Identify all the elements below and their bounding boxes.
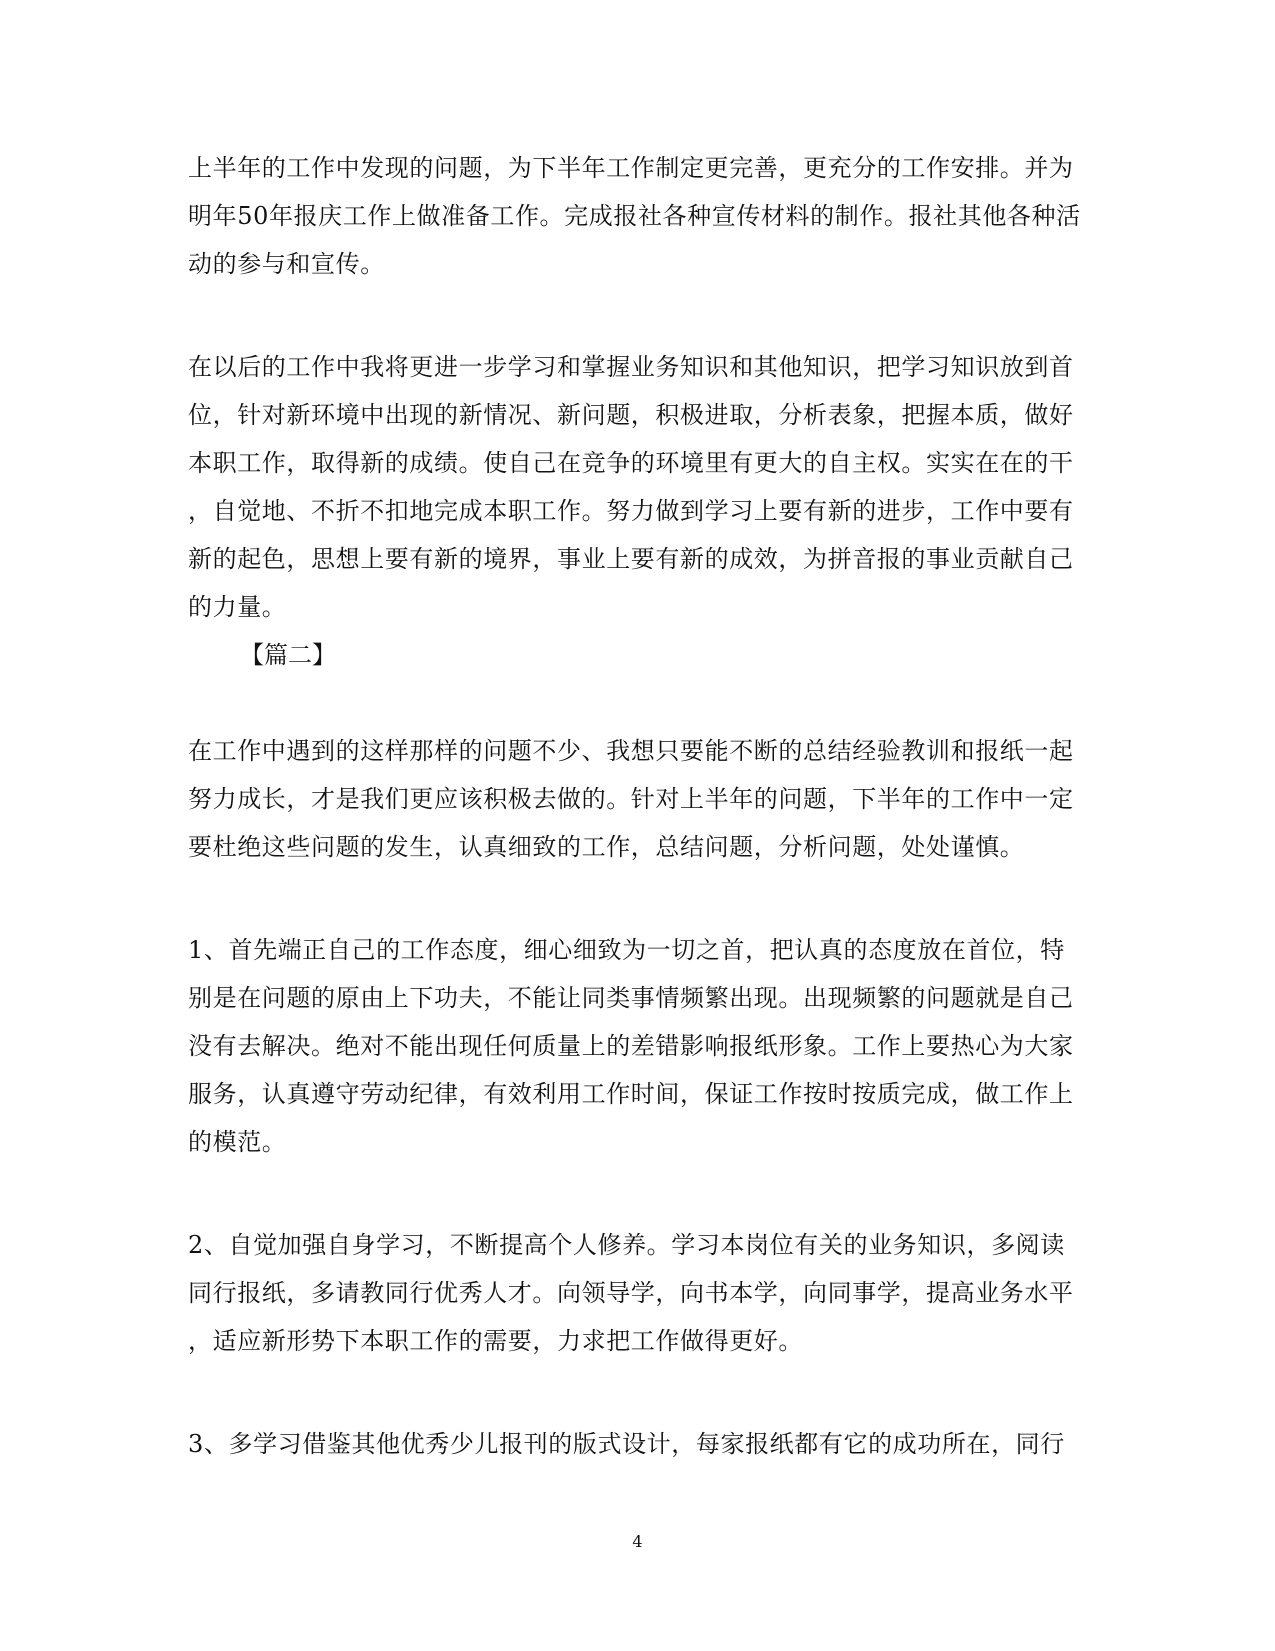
paragraph-2-line-1: 在以后的工作中我将更进一步学习和掌握业务知识和其他知识，把学习知识放到首 xyxy=(188,353,1074,381)
paragraph-4-line-1: 1、首先端正自己的工作态度，细心细致为一切之首，把认真的态度放在首位，特 xyxy=(188,936,1065,964)
paragraph-2-line-3: 本职工作，取得新的成绩。使自己在竞争的环境里有更大的自主权。实实在在的干 xyxy=(188,449,1074,477)
paragraph-2-line-4: ，自觉地、不折不扣地完成本职工作。努力做到学习上要有新的进步，工作中要有 xyxy=(188,497,1074,525)
paragraph-3-line-1: 在工作中遇到的这样那样的问题不少、我想只要能不断的总结经验教训和报纸一起 xyxy=(188,737,1074,765)
paragraph-2-line-2: 位，针对新环境中出现的新情况、新问题，积极进取，分析表象，把握本质，做好 xyxy=(188,401,1074,429)
paragraph-3-line-2: 努力成长，才是我们更应该积极去做的。针对上半年的问题，下半年的工作中一定 xyxy=(188,785,1074,813)
paragraph-2-line-6: 的力量。 xyxy=(188,593,287,621)
paragraph-4-line-4: 服务，认真遵守劳动纪律，有效利用工作时间，保证工作按时按质完成，做工作上 xyxy=(188,1080,1074,1108)
page-number: 4 xyxy=(632,1532,643,1551)
paragraph-4-line-2: 别是在问题的原由上下功夫，不能让同类事情频繁出现。出现频繁的问题就是自己 xyxy=(188,984,1074,1012)
paragraph-3-line-3: 要杜绝这些问题的发生，认真细致的工作，总结问题，分析问题，处处谨慎。 xyxy=(188,833,1025,861)
paragraph-5-line-2: 同行报纸，多请教同行优秀人才。向领导学，向书本学，向同事学，提高业务水平 xyxy=(188,1279,1074,1307)
paragraph-5-line-3: ，适应新形势下本职工作的需要，力求把工作做得更好。 xyxy=(188,1327,803,1355)
section-heading: 【篇二】 xyxy=(240,641,336,669)
paragraph-6-line-1: 3、多学习借鉴其他优秀少儿报刊的版式设计，每家报纸都有它的成功所在，同行 xyxy=(188,1430,1065,1458)
paragraph-1-line-3: 动的参与和宣传。 xyxy=(188,250,385,278)
paragraph-1-line-2: 明年50年报庆工作上做准备工作。完成报社各种宣传材料的制作。报社其他各种活 xyxy=(188,202,1081,230)
paragraph-5-line-1: 2、自觉加强自身学习，不断提高个人修养。学习本岗位有关的业务知识，多阅读 xyxy=(188,1231,1065,1259)
paragraph-2-line-5: 新的起色，思想上要有新的境界，事业上要有新的成效，为拼音报的事业贡献自己 xyxy=(188,545,1074,573)
paragraph-4-line-5: 的模范。 xyxy=(188,1128,287,1156)
paragraph-1-line-1: 上半年的工作中发现的问题，为下半年工作制定更完善，更充分的工作安排。并为 xyxy=(188,154,1074,182)
paragraph-4-line-3: 没有去解决。绝对不能出现任何质量上的差错影响报纸形象。工作上要热心为大家 xyxy=(188,1032,1074,1060)
